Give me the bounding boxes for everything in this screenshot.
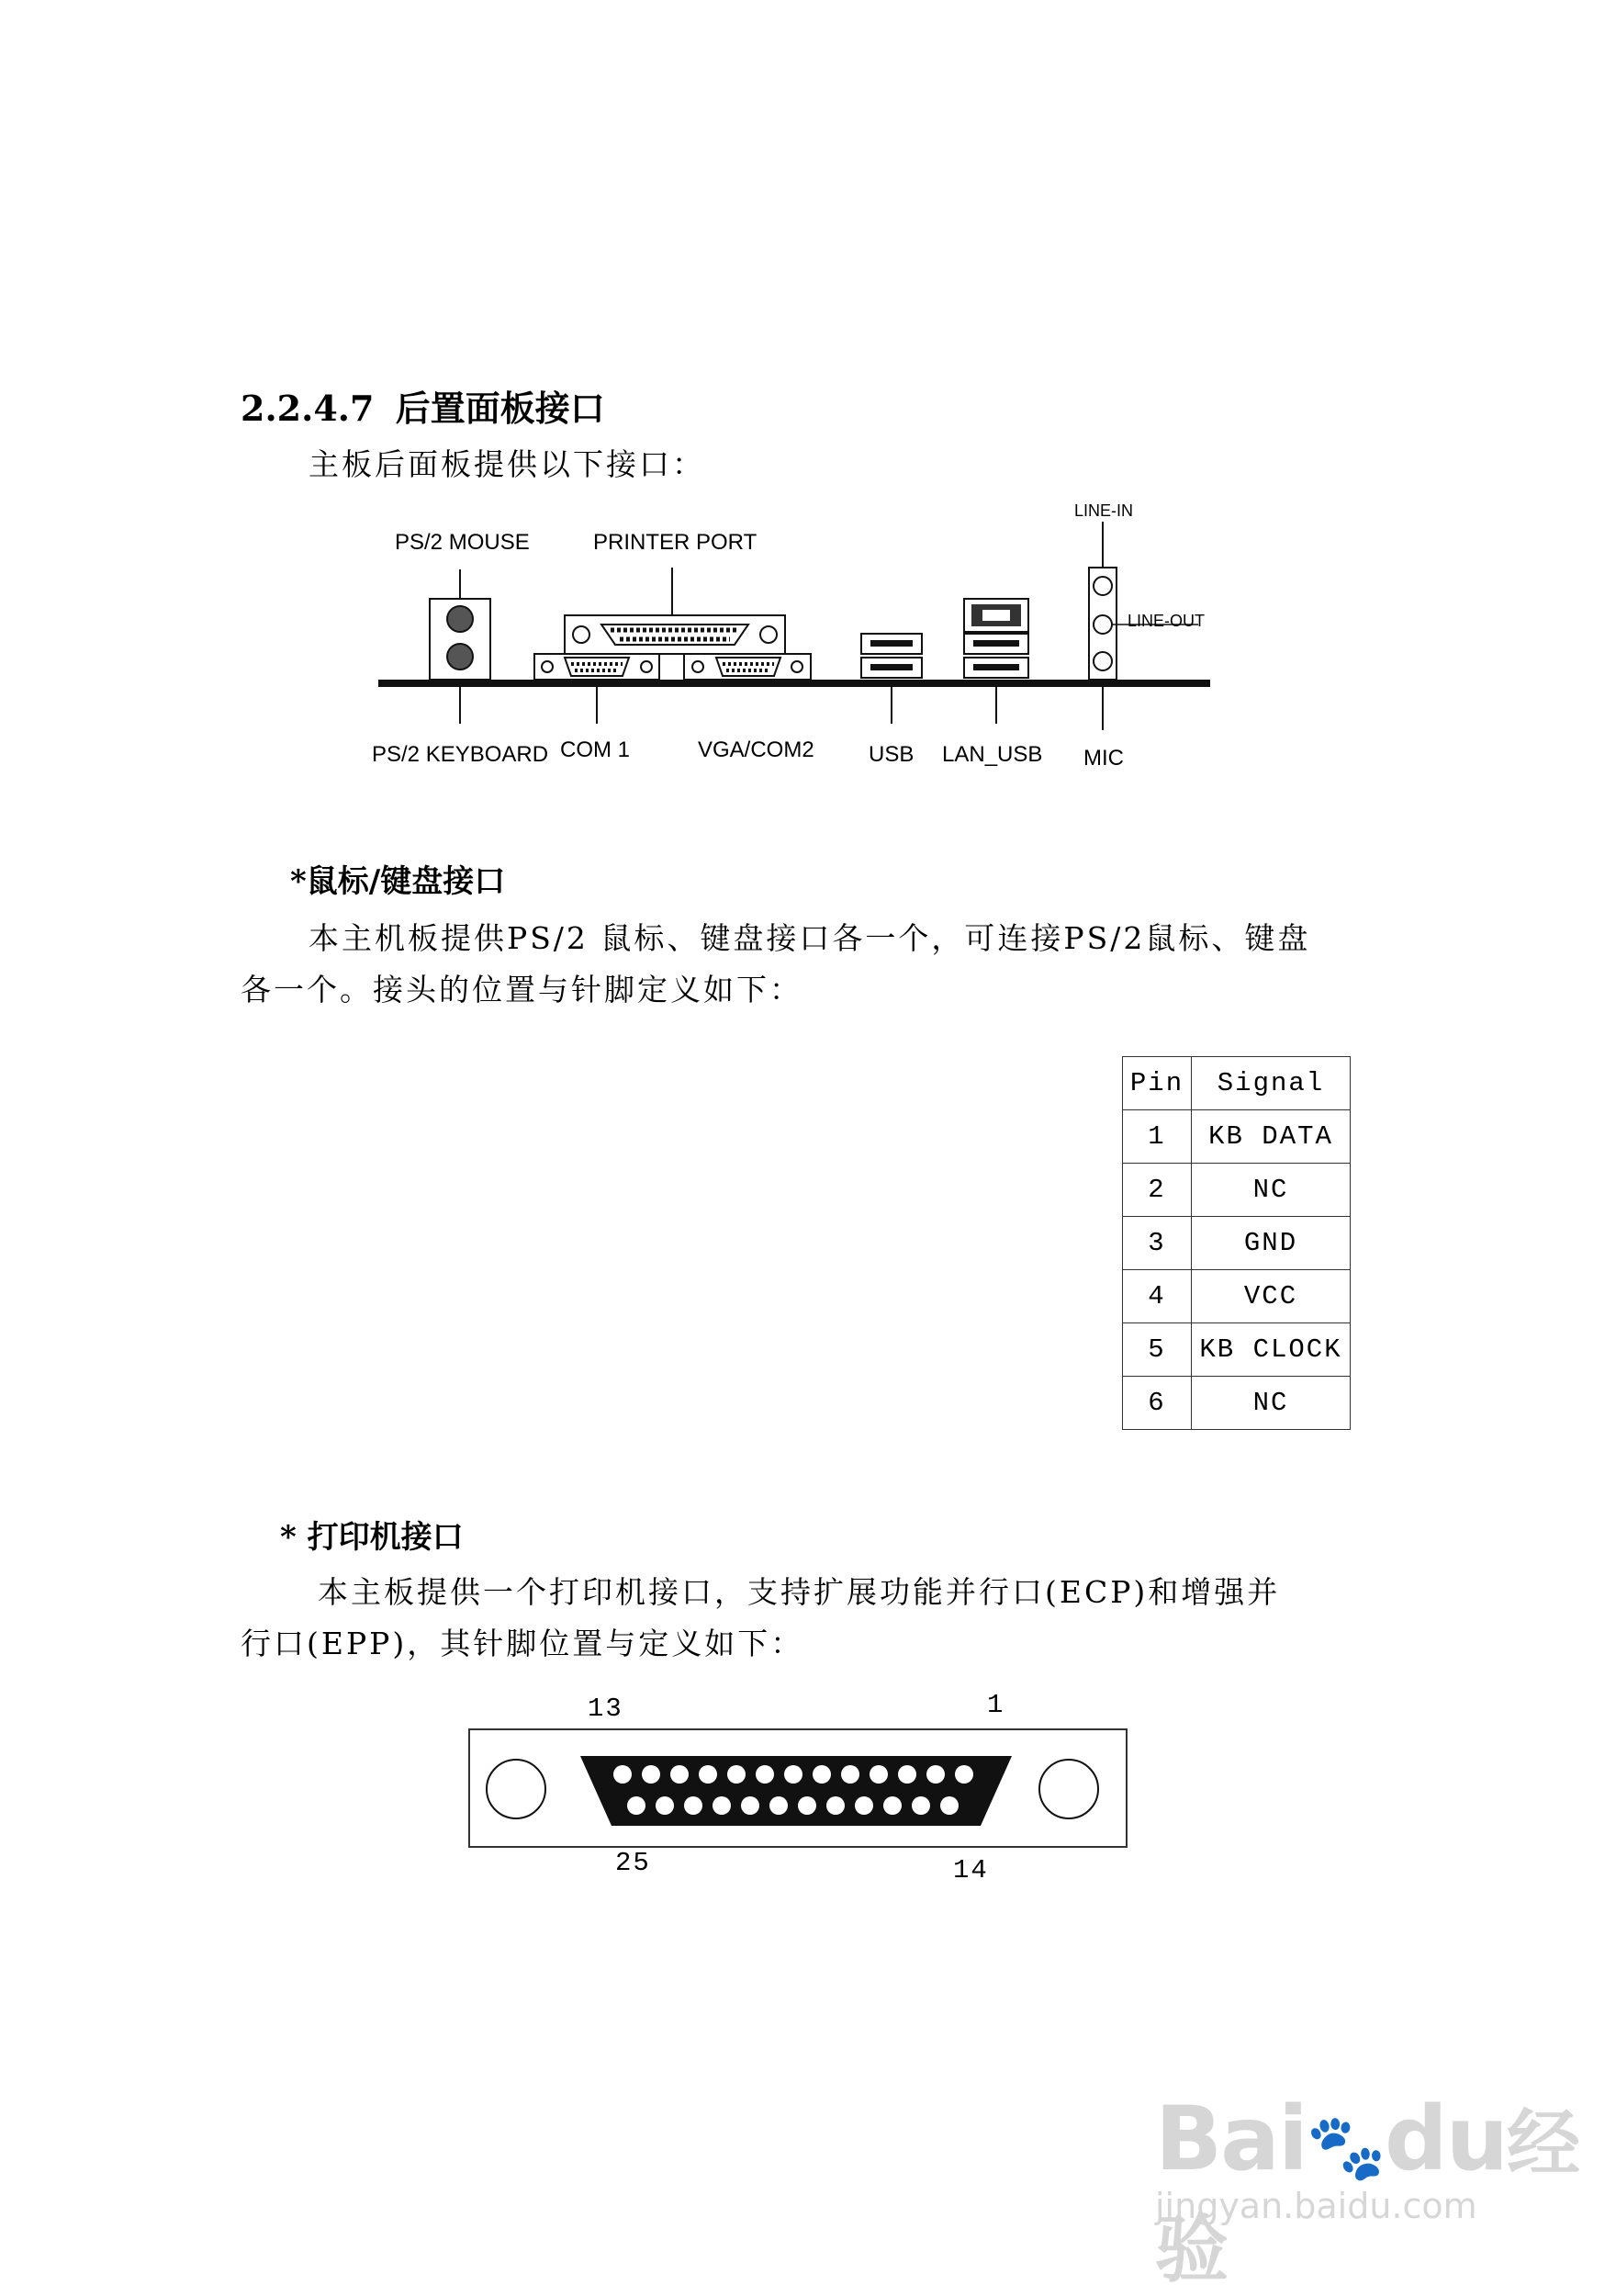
table-header-row	[1123, 1057, 1351, 1110]
watermark-brand: Bai	[1155, 2088, 1307, 2190]
label-ps2-keyboard: PS/2 KEYBOARD	[372, 742, 549, 767]
printer-para-1: 本主板提供一个打印机接口，支持扩展功能并行口(ECP)和增强并	[318, 1574, 1281, 1610]
db25-pin-hole	[926, 1765, 945, 1784]
db25-pin-hole	[670, 1765, 689, 1784]
pin-signal: NC	[1192, 1164, 1351, 1217]
pin-signal: KB CLOCK	[1192, 1323, 1351, 1377]
printer-heading: * 打印机接口	[280, 1519, 464, 1556]
db25-pin-hole	[713, 1796, 731, 1815]
label-lan-usb: LAN_USB	[942, 742, 1043, 767]
watermark-url: jingyan.baidu.com	[1155, 2186, 1477, 2226]
pin-label-25: 25	[615, 1848, 651, 1878]
label-vga-com2: VGA/COM2	[698, 737, 814, 762]
pin-signal: GND	[1192, 1217, 1351, 1270]
db25-pin-hole	[955, 1765, 973, 1784]
db25-pin-hole	[912, 1796, 930, 1815]
pin-label-14: 14	[953, 1855, 989, 1885]
db25-pin-hole	[940, 1796, 959, 1815]
db25-pin-hole	[798, 1796, 816, 1815]
watermark-product: 经验	[1155, 2101, 1579, 2292]
db25-pin-hole	[883, 1796, 902, 1815]
db25-pin-hole	[613, 1765, 632, 1784]
table-row	[1123, 1377, 1351, 1430]
lan-usb-connectors	[964, 599, 1028, 724]
db25-pin-hole	[642, 1765, 660, 1784]
section-intro: 主板后面板提供以下接口：	[309, 446, 705, 482]
usb-connectors	[861, 634, 922, 724]
label-usb: USB	[869, 742, 915, 767]
mouse-keyboard-heading: *鼠标/键盘接口	[290, 863, 506, 900]
watermark-brand-2: du	[1385, 2088, 1508, 2190]
printer-port-connector	[565, 568, 785, 654]
db25-pin-hole	[699, 1765, 717, 1784]
pin-signal: NC	[1192, 1377, 1351, 1430]
table-row	[1123, 1270, 1351, 1323]
pin-number: 5	[1123, 1323, 1192, 1377]
table-row	[1123, 1323, 1351, 1377]
pin-number: 6	[1123, 1377, 1192, 1430]
printer-port-diagram	[468, 1728, 1129, 1850]
ps2-connector-stack	[430, 569, 490, 724]
db25-pin-hole	[813, 1765, 831, 1784]
label-line-out: LINE-OUT	[1128, 612, 1206, 630]
db25-pin-hole	[627, 1796, 645, 1815]
db25-pin-hole	[784, 1765, 802, 1784]
table-row	[1123, 1164, 1351, 1217]
header-pin: Pin	[1123, 1057, 1192, 1110]
db25-pin-hole	[769, 1796, 788, 1815]
section-heading	[241, 380, 605, 431]
mouse-keyboard-para-2: 各一个。接头的位置与针脚定义如下：	[241, 972, 802, 1007]
pin-signal: VCC	[1192, 1270, 1351, 1323]
serial-vga-connectors	[534, 654, 811, 724]
pin-number: 2	[1123, 1164, 1192, 1217]
table-row	[1123, 1110, 1351, 1164]
panel-baseline	[378, 680, 1210, 687]
db25-pin-hole	[870, 1765, 888, 1784]
pin-number: 3	[1123, 1217, 1192, 1270]
db25-drawing	[468, 1728, 1129, 1850]
pin-signal: KB DATA	[1192, 1110, 1351, 1164]
pin-label-13: 13	[588, 1694, 623, 1724]
db25-pin-hole	[727, 1765, 746, 1784]
label-line-in: LINE-IN	[1074, 501, 1134, 520]
section-title: 后置面板接口	[395, 388, 605, 429]
label-printer-port: PRINTER PORT	[593, 530, 758, 555]
section-number: 2.2.4.7	[241, 388, 375, 429]
printer-para-2: 行口(EPP)，其针脚位置与定义如下：	[241, 1626, 804, 1661]
ps2-pin-table	[1122, 1056, 1351, 1430]
db25-pin-hole	[826, 1796, 845, 1815]
db25-pin-hole	[855, 1796, 873, 1815]
db25-pin-hole	[656, 1796, 674, 1815]
db25-pin-hole	[741, 1796, 759, 1815]
pin-number: 1	[1123, 1110, 1192, 1164]
label-mic: MIC	[1083, 746, 1124, 771]
header-signal: Signal	[1192, 1057, 1351, 1110]
pin-number: 4	[1123, 1270, 1192, 1323]
db25-pin-hole	[898, 1765, 916, 1784]
db25-pin-hole	[756, 1765, 774, 1784]
label-ps2-mouse: PS/2 MOUSE	[395, 530, 530, 555]
db25-pin-hole	[684, 1796, 702, 1815]
table-row	[1123, 1217, 1351, 1270]
pin-label-1: 1	[987, 1690, 1005, 1720]
paw-icon: 🐾	[1306, 2110, 1386, 2185]
label-com1: COM 1	[560, 737, 631, 762]
db25-pin-hole	[841, 1765, 859, 1784]
mouse-keyboard-para-1: 本主机板提供PS/2 鼠标、键盘接口各一个，可连接PS/2鼠标、键盘	[309, 920, 1311, 956]
